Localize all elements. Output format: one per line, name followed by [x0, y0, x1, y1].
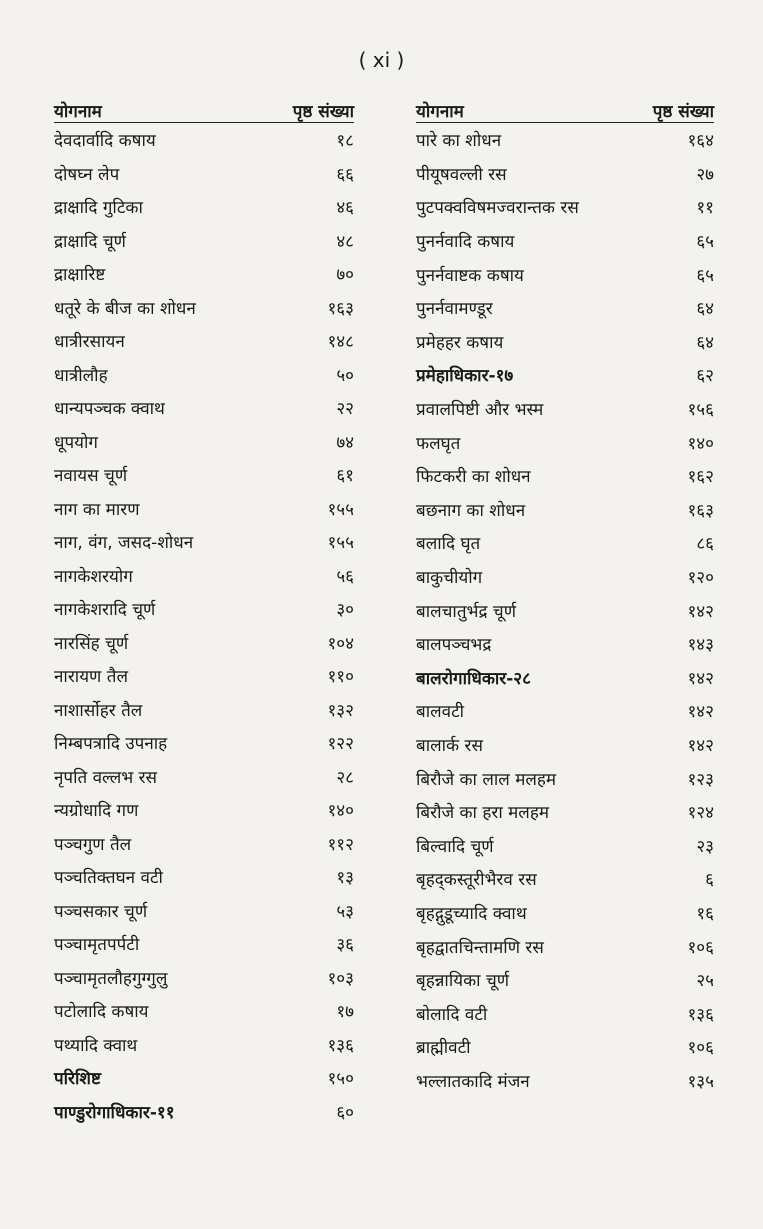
entry-page-number: १०३ — [327, 968, 354, 989]
entry-page-number: १५५ — [327, 499, 354, 520]
entry-page-number: १४२ — [687, 735, 714, 756]
index-entry — [416, 291, 714, 325]
index-column-right — [416, 92, 714, 1097]
entry-name: फिटकरी का शोधन — [416, 467, 531, 488]
index-entry — [416, 560, 714, 594]
entry-name: नागकेशरयोग — [54, 566, 133, 587]
entry-name: द्राक्षारिष्ट — [54, 265, 106, 286]
entry-page-number: ४६ — [336, 198, 354, 219]
entry-name: न्यग्रोधादि गण — [54, 801, 139, 822]
entry-name: प्रमेहाधिकार-१७ — [416, 366, 514, 387]
entry-name: बिरौजे का हरा मलहम — [416, 803, 550, 824]
entry-page-number: २३ — [696, 836, 714, 857]
entry-page-number: १३५ — [687, 1071, 714, 1092]
entry-name: पुटपक्वविषमज्वरान्तक रस — [416, 198, 579, 219]
index-entry — [54, 391, 354, 425]
entry-page-number: १४२ — [687, 702, 714, 723]
index-entry — [54, 257, 354, 291]
index-entry — [54, 525, 354, 559]
entry-name: बछनाग का शोधन — [416, 500, 526, 521]
entry-page-number: १२२ — [327, 734, 354, 755]
entry-page-number: १३६ — [327, 1035, 354, 1056]
entry-name: पाण्डुरोगाधिकार-११ — [54, 1102, 175, 1123]
entry-page-number: १३६ — [687, 1004, 714, 1025]
entry-name: बालवटी — [416, 702, 465, 723]
index-entry — [54, 827, 354, 861]
entry-name: धूपयोग — [54, 432, 98, 453]
entry-name: नागकेशरादि चूर्ण — [54, 600, 156, 621]
entry-page-number: १६२ — [687, 467, 714, 488]
entry-name: नारसिंह चूर्ण — [54, 633, 129, 654]
header-page: पृष्ठ संख्या — [652, 102, 714, 122]
entry-page-number: ७० — [336, 265, 354, 286]
entry-page-number: ६१ — [336, 466, 354, 487]
header-name: योगनाम — [416, 102, 464, 122]
index-entry — [416, 425, 714, 459]
entry-page-number: १५६ — [687, 400, 714, 421]
entry-page-number: १४२ — [687, 668, 714, 689]
entry-page-number: ६५ — [696, 232, 714, 253]
entry-page-number: ७४ — [336, 432, 354, 453]
entry-page-number: १८ — [336, 131, 354, 152]
entry-page-number: १४३ — [687, 635, 714, 656]
entry-page-number: ११२ — [327, 834, 354, 855]
index-entry — [54, 927, 354, 961]
index-entry — [54, 358, 354, 392]
entry-name: बालपञ्चभद्र — [416, 635, 492, 656]
entry-page-number: १२३ — [687, 769, 714, 790]
entry-page-number: १७ — [336, 1002, 354, 1023]
entry-name: द्राक्षादि चूर्ण — [54, 231, 126, 252]
entry-page-number: ३० — [336, 600, 354, 621]
entry-name: पटोलादि कषाय — [54, 1002, 149, 1023]
index-entry — [416, 828, 714, 862]
entry-page-number: १४२ — [687, 601, 714, 622]
entry-name: पञ्चामृतपर्पटी — [54, 935, 140, 956]
entry-name: नाग, वंग, जसद-शोधन — [54, 533, 194, 554]
index-entry — [416, 325, 714, 359]
index-entry — [416, 963, 714, 997]
header-page: पृष्ठ संख्या — [292, 102, 354, 122]
entry-name: धात्रीलौह — [54, 365, 108, 386]
entry-page-number: ६२ — [696, 366, 714, 387]
entry-page-number: ५६ — [336, 566, 354, 587]
entry-name: फलघृत — [416, 433, 461, 454]
entry-name: प्रवालपिष्टी और भस्म — [416, 400, 544, 421]
entry-page-number: २५ — [696, 971, 714, 992]
index-entry — [54, 659, 354, 693]
index-entry — [54, 626, 354, 660]
index-entry — [416, 795, 714, 829]
entry-page-number: ४८ — [336, 231, 354, 252]
entry-name: पुनर्नवादि कषाय — [416, 232, 515, 253]
entry-name: धान्यपञ्चक क्वाथ — [54, 399, 165, 420]
entry-name: पुनर्नवामण्डूर — [416, 299, 493, 320]
entry-page-number: १४८ — [327, 332, 354, 353]
entry-page-number: १६३ — [687, 500, 714, 521]
entry-name: पञ्चामृतलौहगुग्गुलु — [54, 968, 168, 989]
index-entry — [54, 793, 354, 827]
index-entry — [54, 693, 354, 727]
index-entry — [54, 224, 354, 258]
entry-page-number: २७ — [696, 164, 714, 185]
entry-name: निम्बपत्रादि उपनाह — [54, 734, 168, 755]
entry-name: प्रमेहहर कषाय — [416, 332, 504, 353]
index-entry — [54, 291, 354, 325]
index-entry — [54, 894, 354, 928]
page-number: ( xi ) — [358, 48, 405, 72]
index-entry — [416, 190, 714, 224]
column-header — [54, 92, 354, 123]
header-name: योगनाम — [54, 102, 102, 122]
index-entry — [54, 726, 354, 760]
entry-page-number: ५३ — [336, 901, 354, 922]
entry-name: भल्लातकादि मंजन — [416, 1071, 530, 1092]
entry-name: पञ्चगुण तैल — [54, 834, 132, 855]
entry-name: नाग का मारण — [54, 499, 140, 520]
entry-page-number: १४० — [687, 433, 714, 454]
section-heading-row — [416, 661, 714, 695]
index-entry — [416, 526, 714, 560]
index-entry — [54, 492, 354, 526]
index-entry — [54, 123, 354, 157]
section-heading-row — [54, 1095, 354, 1129]
entry-name: बिल्वादि चूर्ण — [416, 836, 494, 857]
index-entry — [416, 996, 714, 1030]
entry-name: पारे का शोधन — [416, 131, 502, 152]
entry-name: द्राक्षादि गुटिका — [54, 198, 143, 219]
entry-page-number: ६५ — [696, 265, 714, 286]
entry-page-number: १३ — [336, 868, 354, 889]
entry-name: पञ्चतिक्तघन वटी — [54, 868, 163, 889]
entry-page-number: १५० — [327, 1069, 354, 1090]
entry-page-number: १६४ — [687, 131, 714, 152]
index-entry — [416, 694, 714, 728]
entry-name: देवदार्वादि कषाय — [54, 131, 156, 152]
index-entry — [54, 760, 354, 794]
entry-page-number: १२४ — [687, 803, 714, 824]
entry-page-number: १०६ — [687, 1038, 714, 1059]
index-entry — [54, 860, 354, 894]
entry-page-number: ६ — [705, 870, 714, 891]
index-entry — [416, 728, 714, 762]
index-entry — [416, 224, 714, 258]
entry-name: बृहद्वातचिन्तामणि रस — [416, 937, 544, 958]
entry-page-number: १५५ — [327, 533, 354, 554]
entry-page-number: १२० — [687, 568, 714, 589]
index-entry — [416, 392, 714, 426]
index-entry — [54, 425, 354, 459]
entry-name: परिशिष्ट — [54, 1069, 101, 1090]
index-entry — [54, 961, 354, 995]
entry-page-number: २२ — [336, 399, 354, 420]
index-entry — [416, 157, 714, 191]
entry-name: बाकुचीयोग — [416, 568, 483, 589]
entry-name: पीयूषवल्ली रस — [416, 164, 507, 185]
entry-page-number: १०६ — [687, 937, 714, 958]
entry-name: बालार्क रस — [416, 735, 483, 756]
index-entry — [416, 862, 714, 896]
entry-page-number: ८६ — [696, 534, 714, 555]
entry-name: धात्रीरसायन — [54, 332, 125, 353]
index-entry — [416, 593, 714, 627]
entry-page-number: ५० — [336, 365, 354, 386]
entry-name: धतूरे के बीज का शोधन — [54, 298, 196, 319]
index-entry — [416, 123, 714, 157]
entry-page-number: ६४ — [696, 332, 714, 353]
index-entry — [416, 459, 714, 493]
index-entry — [54, 559, 354, 593]
index-entry — [416, 761, 714, 795]
index-entry — [416, 1064, 714, 1098]
index-entry — [416, 257, 714, 291]
index-column-left — [54, 92, 354, 1128]
entry-name: ब्राह्मीवटी — [416, 1038, 471, 1059]
entry-name: बृहन्नायिका चूर्ण — [416, 971, 510, 992]
entry-page-number: ६० — [336, 1102, 354, 1123]
entry-name: बालरोगाधिकार-२८ — [416, 668, 531, 689]
entry-name: बोलादि वटी — [416, 1004, 488, 1025]
index-entry — [416, 929, 714, 963]
entry-page-number: ६४ — [696, 299, 714, 320]
entry-name: पथ्यादि क्वाथ — [54, 1035, 138, 1056]
entry-name: नृपति वल्लभ रस — [54, 767, 158, 788]
column-header — [416, 92, 714, 123]
index-entry — [416, 1030, 714, 1064]
entry-name: दोषघ्न लेप — [54, 164, 120, 185]
entry-name: बृहद्कस्तूरीभैरव रस — [416, 870, 537, 891]
index-entry — [54, 324, 354, 358]
entry-page-number: १०४ — [327, 633, 354, 654]
entry-name: पुनर्नवाष्टक कषाय — [416, 265, 524, 286]
entry-page-number: १३२ — [327, 700, 354, 721]
entry-name: नारायण तैल — [54, 667, 128, 688]
index-entry — [54, 592, 354, 626]
entry-page-number: ११० — [327, 667, 354, 688]
entry-name: बिरौजे का लाल मलहम — [416, 769, 557, 790]
index-entry — [416, 493, 714, 527]
index-entry — [54, 458, 354, 492]
entry-name: बलादि घृत — [416, 534, 481, 555]
entry-page-number: १४० — [327, 801, 354, 822]
index-entry — [54, 157, 354, 191]
entry-page-number: ६६ — [336, 164, 354, 185]
index-entry — [54, 1028, 354, 1062]
index-entry — [416, 627, 714, 661]
entry-name: पञ्चसकार चूर्ण — [54, 901, 148, 922]
entry-name: बृहद्गुडूच्यादि क्वाथ — [416, 903, 527, 924]
index-entry — [416, 896, 714, 930]
entry-page-number: २८ — [336, 767, 354, 788]
entry-page-number: ३६ — [336, 935, 354, 956]
section-heading-row — [416, 358, 714, 392]
entry-page-number: ११ — [696, 198, 714, 219]
entry-page-number: १६३ — [327, 298, 354, 319]
section-heading-row — [54, 1061, 354, 1095]
index-entry — [54, 994, 354, 1028]
entry-name: नवायस चूर्ण — [54, 466, 128, 487]
entry-name: बालचातुर्भद्र चूर्ण — [416, 601, 516, 622]
index-entry — [54, 190, 354, 224]
entry-name: नाशार्सोहर तैल — [54, 700, 143, 721]
entry-page-number: १६ — [696, 903, 714, 924]
